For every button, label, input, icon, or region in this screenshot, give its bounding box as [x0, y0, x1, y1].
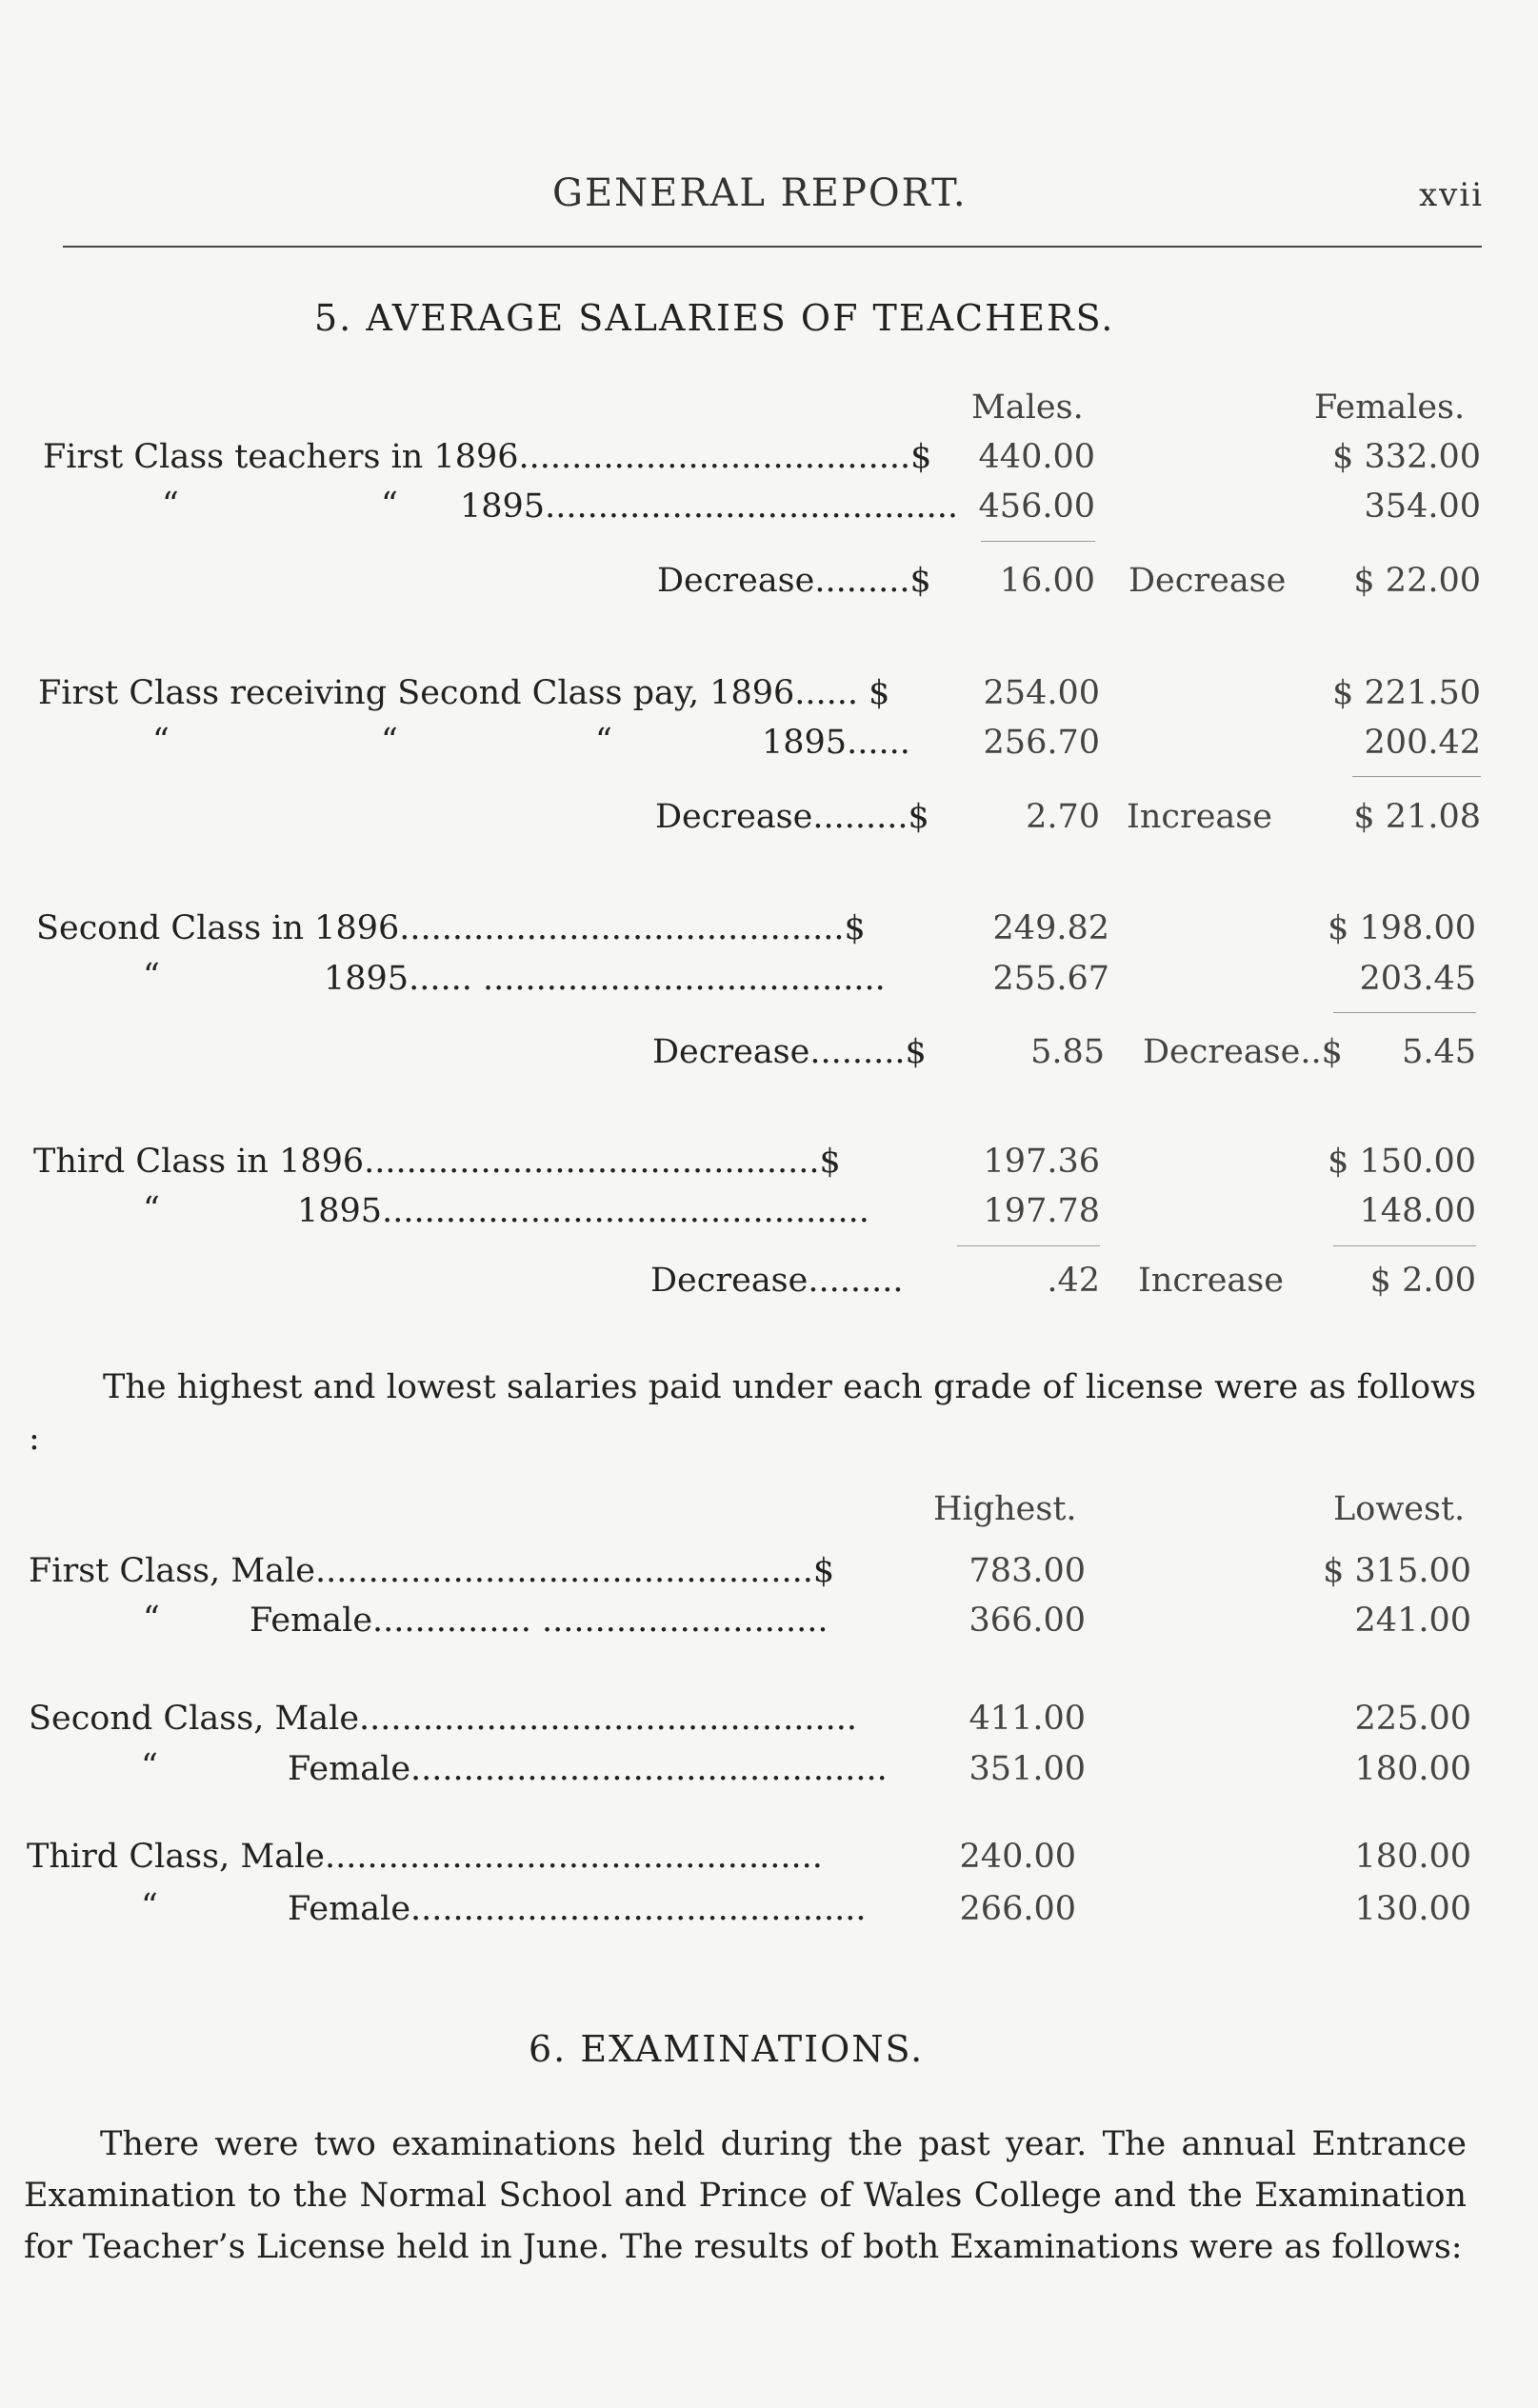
g2-row1-females: $ 221.50: [1332, 674, 1481, 712]
g4-row1-label: Third Class in 1896...........................................$: [33, 1143, 841, 1181]
h1-row2-ditto: “: [143, 1600, 160, 1638]
h3-row2-lowest: 130.00: [1354, 1890, 1471, 1928]
h3-row2-label: Female...........................................: [288, 1890, 867, 1928]
h3-row1-label: Third Class, Male...............................................: [27, 1838, 823, 1876]
h1-row2-highest: 366.00: [969, 1602, 1086, 1640]
g2-row1-label: First Class receiving Second Class pay, 1896...... $: [38, 674, 890, 712]
g2-diff-label: Decrease.........$: [655, 798, 929, 836]
h1-row1-highest: 783.00: [969, 1552, 1086, 1590]
section-6-title: 6. EXAMINATIONS.: [529, 2028, 925, 2070]
col-header-males: Males.: [971, 388, 1084, 427]
g2-diff-word: Increase: [1127, 798, 1272, 836]
g2-row2-males: 256.70: [983, 724, 1100, 762]
g4-diff-word: Increase: [1138, 1262, 1284, 1300]
g2-diff-females: $ 21.08: [1353, 798, 1481, 836]
g2-row2-females: 200.42: [1364, 724, 1481, 762]
h3-row2-ditto: “: [141, 1887, 158, 1925]
h2-row1-highest: 411.00: [969, 1700, 1086, 1738]
examinations-paragraph: There were two examinations held during the past year. The annual Entrance Examination to the Normal School and Prince of Wales College and the Examination for Teacher’s License held in June. The results of both Examinations were as follows:: [24, 2125, 1467, 2266]
col-header-highest: Highest.: [933, 1490, 1077, 1528]
col-header-lowest: Lowest.: [1333, 1490, 1466, 1528]
g2-diff-males: 2.70: [1026, 798, 1100, 836]
section-5-title: 5. AVERAGE SALARIES OF TEACHERS.: [314, 297, 1115, 339]
g1-diff-females: $ 22.00: [1353, 562, 1481, 600]
header-rule: [63, 246, 1482, 248]
h1-row1-label: First Class, Male...............................................$: [29, 1552, 835, 1590]
g3-row1-males: 249.82: [992, 909, 1109, 947]
g4-row2-ditto: “: [143, 1190, 160, 1228]
g3-females-rule: [1333, 1012, 1476, 1013]
g1-row2-ditto-1: “: [162, 486, 179, 524]
g2-row2-label: 1895......: [762, 724, 910, 762]
h1-row1-lowest: $ 315.00: [1323, 1552, 1471, 1590]
g3-diff-females: 5.45: [1402, 1033, 1476, 1071]
g3-diff-label: Decrease.........$: [652, 1033, 927, 1071]
g1-males-rule: [981, 541, 1095, 542]
g3-row1-label: Second Class in 1896..........................................$: [36, 909, 866, 947]
g4-row1-males: 197.36: [983, 1143, 1100, 1181]
g4-row2-females: 148.00: [1359, 1192, 1476, 1230]
g2-females-rule: [1352, 776, 1481, 777]
g4-row2-label: 1895..............................................: [297, 1192, 869, 1230]
g3-row2-ditto: “: [143, 957, 160, 995]
g1-row2-males: 456.00: [978, 488, 1095, 526]
g3-row2-label: 1895...... ......................................: [324, 960, 886, 998]
g1-row1-label: First Class teachers in 1896.....................................$: [43, 438, 932, 476]
h2-row2-ditto: “: [141, 1747, 158, 1785]
h1-row2-lowest: 241.00: [1354, 1602, 1471, 1640]
g3-diff-word: Decrease..$: [1143, 1033, 1343, 1071]
g4-females-rule: [1333, 1245, 1476, 1246]
g2-row1-males: 254.00: [983, 674, 1100, 712]
salaries-paragraph: The highest and lowest salaries paid under each grade of license were as follows :: [29, 1368, 1476, 1458]
h2-row1-label: Second Class, Male...............................................: [29, 1700, 857, 1738]
g3-row2-males: 255.67: [992, 960, 1109, 998]
g4-males-rule: [957, 1245, 1100, 1246]
g2-row2-ditto-3: “: [595, 722, 612, 760]
g2-row2-ditto-1: “: [152, 722, 170, 760]
g4-diff-males: .42: [1047, 1262, 1100, 1300]
g4-row2-males: 197.78: [983, 1192, 1100, 1230]
page-number: xvii: [1419, 176, 1485, 214]
g3-row1-females: $ 198.00: [1328, 909, 1476, 947]
h2-row2-lowest: 180.00: [1354, 1750, 1471, 1788]
g1-row2-ditto-2: “: [381, 486, 398, 524]
h2-row1-lowest: 225.00: [1354, 1700, 1471, 1738]
g1-row2-label: 1895.......................................: [460, 488, 958, 526]
h1-row2-label: Female............... ...........................: [250, 1602, 829, 1640]
h3-row1-lowest: 180.00: [1354, 1838, 1471, 1876]
h3-row2-highest: 266.00: [959, 1890, 1076, 1928]
g3-row2-females: 203.45: [1359, 960, 1476, 998]
g3-diff-males: 5.85: [1030, 1033, 1105, 1071]
h3-row1-highest: 240.00: [959, 1838, 1076, 1876]
g1-diff-males: 16.00: [999, 562, 1095, 600]
h2-row2-label: Female.............................................: [288, 1750, 888, 1788]
g4-row1-females: $ 150.00: [1328, 1143, 1476, 1181]
col-header-females: Females.: [1314, 388, 1466, 427]
g1-row1-females: $ 332.00: [1332, 438, 1481, 476]
g4-diff-label: Decrease.........: [650, 1262, 904, 1300]
g1-row2-females: 354.00: [1364, 488, 1481, 526]
g1-diff-label: Decrease.........$: [657, 562, 931, 600]
g1-diff-word: Decrease: [1129, 562, 1287, 600]
g1-row1-males: 440.00: [978, 438, 1095, 476]
h2-row2-highest: 351.00: [969, 1750, 1086, 1788]
g2-row2-ditto-2: “: [381, 722, 398, 760]
running-header: GENERAL REPORT.: [552, 171, 968, 215]
g4-diff-females: $ 2.00: [1369, 1262, 1476, 1300]
